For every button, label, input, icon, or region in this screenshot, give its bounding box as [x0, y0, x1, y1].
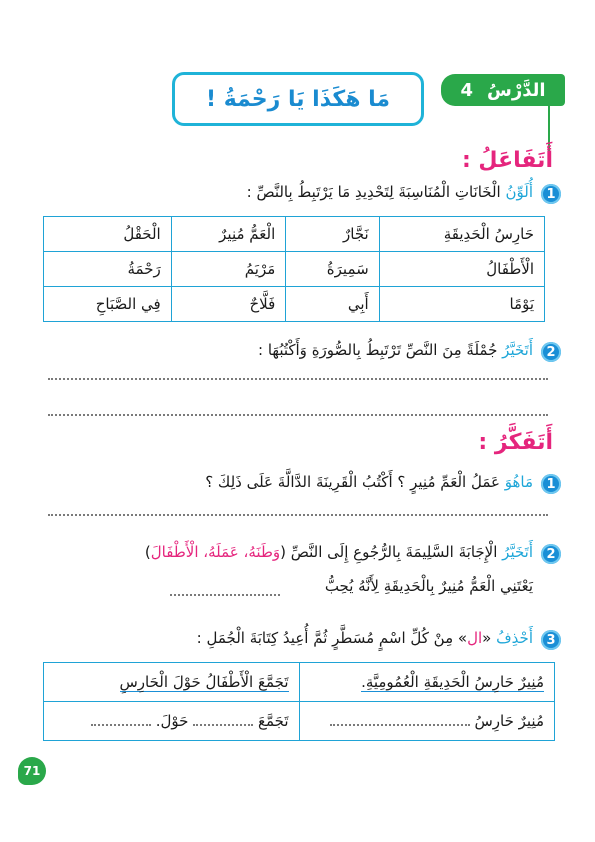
- answer-blank[interactable]: [330, 724, 470, 726]
- question-number-badge: 3: [541, 630, 561, 650]
- question-text: مِنْ كُلِّ اسْمٍ مُسَطَّرٍ ثُمَّ أُعِيدُ كِتَابَةَ الْجُمَلِ :: [196, 629, 454, 647]
- option-2[interactable]: عَمَلَهُ،: [203, 543, 239, 561]
- question-text: جُمْلَةً مِنَ النَّصِّ تَرْتَبِطُ بِالصُّورَةِ وَأَكْتُبُهَا :: [258, 341, 498, 359]
- grid-cell[interactable]: فَلَّاحٌ: [171, 287, 286, 322]
- rewrite-table: [43, 662, 555, 741]
- lesson-title: مَا هَكَذَا يَا رَحْمَةُ !: [172, 72, 424, 126]
- question-text: الْخَانَاتِ الْمُنَاسِبَةَ لِتَحْدِيدِ مَا يَرْتَبِطُ بِالنَّصِّ :: [246, 183, 501, 201]
- question-2-interact: [258, 341, 533, 359]
- question-keyword: أَتَخَيَّرُ: [502, 341, 533, 359]
- question-number-badge: 2: [541, 342, 561, 362]
- question-number-badge: 1: [541, 184, 561, 204]
- section-heading-think: أَتَفَكَّرُ :: [478, 430, 553, 455]
- grid-cell[interactable]: يَوْمًا: [379, 287, 544, 322]
- answer-middle: حَوْلَ.: [155, 712, 189, 730]
- grid-cell[interactable]: الْعَمُّ مُنِيرٌ: [171, 217, 286, 252]
- answer-prefix: تَجَمَّعَ: [257, 712, 289, 730]
- answer-cell[interactable]: [44, 702, 300, 741]
- lesson-tab: [441, 74, 565, 106]
- question-1-think: [205, 473, 533, 491]
- grid-cell[interactable]: فِي الصَّبَاحِ: [44, 287, 172, 322]
- question-keyword: أَحْذِفُ: [496, 629, 533, 647]
- answer-prefix: مُنِيرٌ حَارِسُ: [474, 712, 544, 730]
- grid-cell[interactable]: حَارِسُ الْحَدِيقَةِ: [379, 217, 544, 252]
- quote-close: »: [457, 629, 468, 647]
- question-text: الْإِجَابَةَ السَّلِيمَةَ بِالرُّجُوعِ إِلَى النَّصِّ (: [280, 543, 498, 561]
- option-3[interactable]: الْأَطْفَالَ: [150, 543, 199, 561]
- answer-blank[interactable]: [91, 724, 151, 726]
- lesson-number: 4: [460, 79, 473, 101]
- margin-line: [548, 100, 550, 155]
- question-3-think: [197, 629, 533, 647]
- sentence-text: تَجَمَّعَ الْأَطْفَالُ حَوْلَ الْحَارِسِ: [119, 673, 289, 691]
- lesson-label: الدَّرْسُ: [487, 79, 546, 101]
- fill-sentence: يَعْتَنِي الْعَمُّ مُنِيرٌ بِالْحَدِيقَةِ لِأَنَّهُ يُحِبُّ: [324, 577, 533, 595]
- grid-cell[interactable]: مَرْيَمُ: [171, 252, 286, 287]
- question-keyword: أَتَخَيَّرُ: [502, 543, 533, 561]
- question-1-interact: [247, 183, 533, 201]
- question-keyword: أُلَوِّنُ: [505, 183, 533, 201]
- grid-cell[interactable]: الْحَقْلُ: [44, 217, 172, 252]
- grid-cell[interactable]: أَبِي: [286, 287, 379, 322]
- answer-line[interactable]: [48, 378, 548, 380]
- question-text: عَمَلُ الْعَمِّ مُنِيرٍ ؟ أَكْتُبُ الْقَرِينَةَ الدَّالَّةَ عَلَى ذَلِكَ ؟: [205, 473, 500, 491]
- coloring-grid: [43, 216, 545, 322]
- quote-open: «: [482, 629, 492, 647]
- section-heading-interact: أَتَفَاعَلُ :: [461, 148, 553, 173]
- grid-cell[interactable]: نَجَّارٌ: [286, 217, 379, 252]
- closing-paren: ): [144, 543, 151, 561]
- question-number-badge: 2: [541, 544, 561, 564]
- answer-blank[interactable]: [170, 594, 280, 596]
- answer-cell[interactable]: [299, 702, 555, 741]
- question-2-think: [145, 543, 533, 561]
- sentence-cell: [299, 663, 555, 702]
- answer-line[interactable]: [48, 414, 548, 416]
- sentence-cell: [44, 663, 300, 702]
- grid-cell[interactable]: الْأَطْفَالُ: [379, 252, 544, 287]
- sentence-text: مُنِيرٌ حَارِسُ الْحَدِيقَةِ الْعُمُومِيَّةِ.: [361, 673, 544, 691]
- question-number-badge: 1: [541, 474, 561, 494]
- grid-cell[interactable]: رَحْمَةُ: [44, 252, 172, 287]
- grid-cell[interactable]: سَمِيرَةُ: [286, 252, 379, 287]
- answer-line[interactable]: [48, 514, 548, 516]
- question-keyword: مَاهُوَ: [504, 473, 533, 491]
- al-particle: ال: [467, 629, 483, 647]
- page-number: 71: [18, 757, 46, 785]
- option-1[interactable]: وَطَنَهُ،: [243, 543, 281, 561]
- answer-blank[interactable]: [193, 724, 253, 726]
